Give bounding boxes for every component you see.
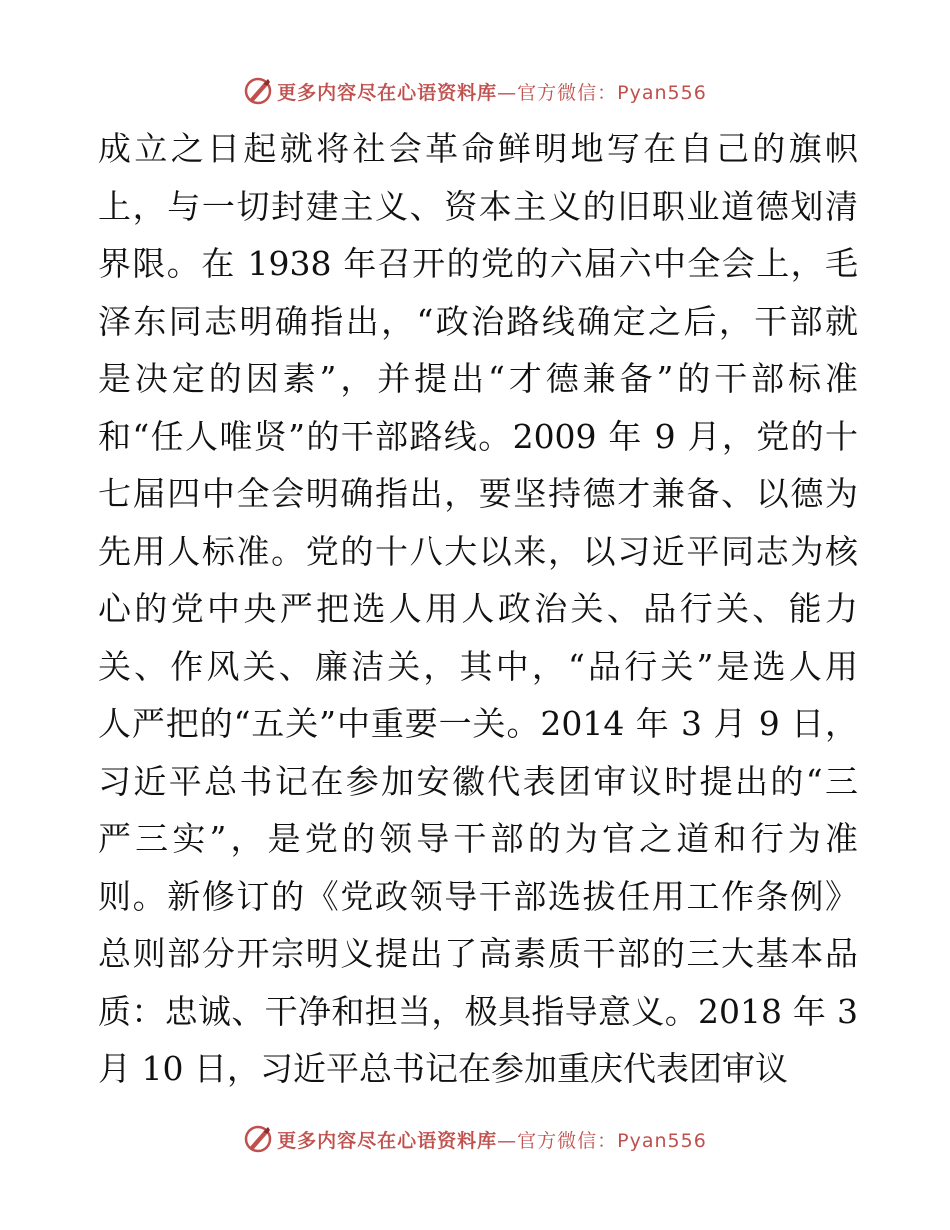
body-line: 质：忠诚、干净和担当，极具指导意义。2018 年 3 <box>98 991 858 1031</box>
body-line: 人严把的“五关”中重要一关。2014 年 3 月 9 日， <box>98 704 858 743</box>
watermark-brand: 更多内容尽在心语资料库 <box>277 1129 498 1152</box>
document-body <box>98 120 858 1098</box>
body-line: 月 10 日，习近平总书记在参加重庆代表团审议 <box>98 1049 788 1088</box>
body-line: 泽东同志明确指出，“政治路线确定之后，干部就 <box>98 301 858 341</box>
footer-watermark <box>0 1122 950 1156</box>
pen-logo-icon <box>243 1124 273 1154</box>
pen-logo-icon <box>243 76 273 106</box>
body-line: 严三实”，是党的领导干部的为官之道和行为准 <box>98 819 858 858</box>
watermark-brand: 更多内容尽在心语资料库 <box>277 81 498 104</box>
header-watermark <box>0 74 950 108</box>
watermark-suffix: 官方微信：Pyan556 <box>517 81 707 104</box>
body-line: 习近平总书记在参加安徽代表团审议时提出的“三 <box>98 761 858 801</box>
body-line: 和“任人唯贤”的干部路线。2009 年 9 月，党的十 <box>98 416 858 456</box>
body-line: 七届四中全会明确指出，要坚持德才兼备、以德为 <box>98 474 858 513</box>
body-line: 上，与一切封建主义、资本主义的旧职业道德划清 <box>98 186 858 226</box>
body-line: 关、作风关、廉洁关，其中，“品行关”是选人用 <box>98 646 858 686</box>
watermark-suffix: 官方微信：Pyan556 <box>517 1129 707 1152</box>
body-line: 先用人标准。党的十八大以来，以习近平同志为核 <box>98 531 858 571</box>
watermark-separator: — <box>497 81 518 104</box>
body-line: 是决定的因素”，并提出“才德兼备”的干部标准 <box>98 359 858 398</box>
watermark-separator: — <box>497 1129 518 1152</box>
body-line: 成立之日起就将社会革命鲜明地写在自己的旗帜 <box>98 129 858 168</box>
body-line: 界限。在 1938 年召开的党的六届六中全会上，毛 <box>98 244 858 283</box>
watermark-text <box>277 1126 707 1153</box>
body-line: 则。新修订的《党政领导干部选拔任用工作条例》 <box>98 876 858 916</box>
body-line: 心的党中央严把选人用人政治关、品行关、能力 <box>98 589 858 628</box>
body-line: 总则部分开宗明义提出了高素质干部的三大基本品 <box>98 934 858 973</box>
watermark-text <box>277 78 707 105</box>
